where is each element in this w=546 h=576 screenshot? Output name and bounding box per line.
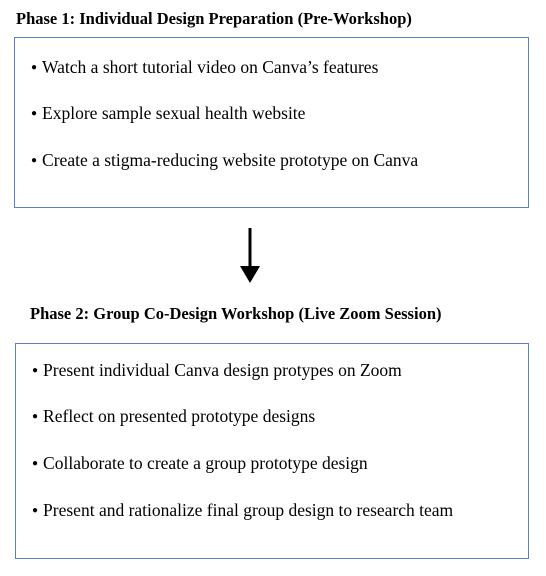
- bullet-icon: ●: [31, 108, 38, 119]
- arrow-down-icon: [236, 228, 264, 284]
- phase1-step-text: Create a stigma-reducing website prototype on Canva: [42, 150, 419, 170]
- phase2-step-text: Present and rationalize final group design to research team: [43, 500, 454, 520]
- bullet-icon: ●: [31, 155, 38, 166]
- bullet-icon: ●: [31, 62, 38, 73]
- bullet-icon: ●: [32, 411, 39, 422]
- bullet-icon: ●: [32, 458, 39, 469]
- phase2-step-text: Collaborate to create a group prototype design: [43, 453, 368, 473]
- phase1-step: [31, 149, 418, 172]
- phase1-title: Phase 1: Individual Design Preparation (Pre-Workshop): [16, 9, 412, 28]
- phase2-step-text: Reflect on presented prototype designs: [43, 406, 316, 426]
- bullet-icon: ●: [32, 365, 39, 376]
- phase2-step: [32, 452, 368, 475]
- phase1-step-text: Explore sample sexual health website: [42, 103, 306, 123]
- phase1-step-text: Watch a short tutorial video on Canva’s features: [42, 57, 379, 77]
- phase2-step-text: Present individual Canva design protypes on Zoom: [43, 360, 402, 380]
- phase1-step: [31, 102, 305, 125]
- phase1-box: [14, 37, 529, 208]
- phase2-step: [32, 405, 315, 428]
- phase2-step: [32, 359, 402, 382]
- arrow-head: [240, 266, 260, 283]
- phase1-step: [31, 56, 378, 79]
- bullet-icon: ●: [32, 505, 39, 516]
- phase2-step: [32, 499, 453, 522]
- phase2-box: [15, 343, 529, 559]
- phase2-title: Phase 2: Group Co-Design Workshop (Live Zoom Session): [30, 304, 442, 323]
